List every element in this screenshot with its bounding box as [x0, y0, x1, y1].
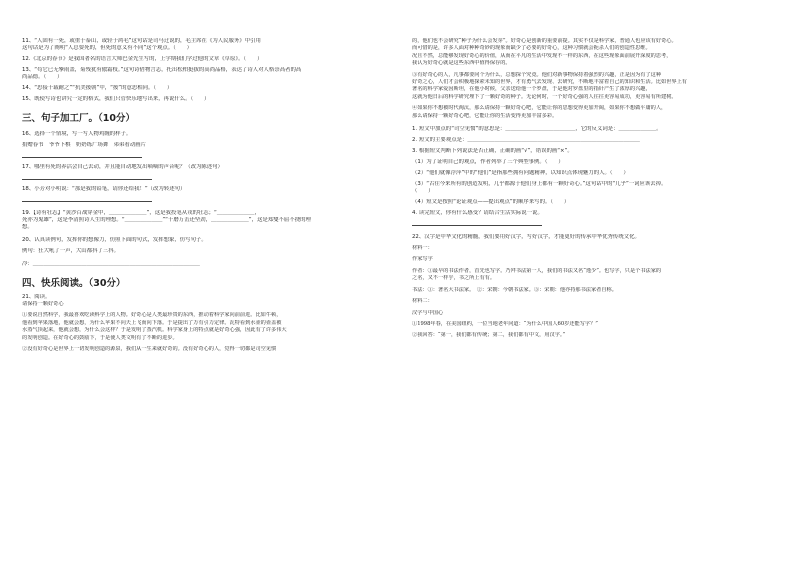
question-13: 13、“苟它已无擎雨盖，菊残犹有傲霜枝。”这句诗借物言志，托出松柏挺拔的高尚品格，表达了诗人对人格崇高者的高 — [22, 67, 302, 73]
passage-paragraph: 那么请保持一颗好奇心吧，它能让你的生活变得更加丰富多彩。 — [412, 112, 558, 119]
judgement-item-3-bracket[interactable]: （ ） — [412, 188, 434, 195]
passage-paragraph: ④如果你不想被时代淘汰，那么请保持一颗好奇心吧，它能让你的思想变得更加开阔，如果你不想做平庸的人， — [412, 105, 667, 112]
question-20-example: 例句：狂大吼了一声，大山都抖了三抖。 — [22, 248, 120, 254]
section-four-heading: 四、快乐阅读。（30分） — [22, 278, 126, 289]
question-11-cont: 这句话是为了阐明“人总要死的，但死的意义有不同”这个观点。（ ） — [22, 45, 192, 51]
judgement-item-4[interactable]: （4）短文是按照“论证观点——提出观点”的顺序来写的。（ ） — [412, 199, 570, 206]
question-14: 14、“思接千载耐之”“抗美援朝”中，“援”的意思相同。（ ） — [22, 85, 173, 91]
question-19-cont: 死亦为鬼雄”，这是李清照诗人生的理想。“＿＿＿＿＿＿＿”“千磨万击还坚劲，＿＿＿＿＿＿＿”，这是郑燮不屈不挠的理 — [22, 217, 311, 223]
passage-paragraph: ②没有好奇心是世界上一切发明创造的源泉，我们从一生来就好奇的。没有好奇心的人，觉得一切都是司空见惯 — [22, 346, 277, 353]
passage-paragraph: 著名的科学家爱因斯坦，在他小时候，父亲送给他一个罗盘，于是他对罗盘里的指针产生了浓厚的兴趣， — [412, 86, 651, 93]
passage-paragraph: 水蒸气顶起来，他就会想，为什么会这样？于是发明了蒸汽机。科学家身上的特点就是好奇心强，因此有了许多伟大 — [22, 327, 287, 334]
question-22: 22、汉字是中华文化的精髓，我们要用好汉字，写好汉字，才能更好的传承中华优秀传统文化。 — [412, 234, 640, 241]
answer-line[interactable] — [22, 171, 152, 180]
section-three-heading: 三、句子加工厂。（10分） — [22, 113, 135, 124]
material-title: 作家写字 — [412, 256, 433, 263]
answer-line[interactable] — [412, 217, 542, 226]
judgement-item-2[interactable]: （2）“他们就像浮萍”中的“他们”是指那些拥有问题精神，以知识点体现魅力的人。（ ） — [412, 170, 629, 177]
material-paragraph: 作者：①最早的书法作者，首先也写字。乃拜书法第一人，我们的书法又名“逸少”。也写字，只是个书法家的 — [412, 267, 662, 274]
answer-line[interactable] — [22, 149, 142, 158]
reading-question-3: 3. 根据短文判断下列说法是否正确，正确的画“√”，错误的画“×”。 — [412, 148, 573, 155]
passage-paragraph: 的发明创造。在好奇心的鼓励下，于是使人类文明有了不断的进步。 — [22, 334, 178, 341]
passage-paragraph: ①要说自然科学，我最喜欢吃读科学上的人物。好奇心是人类最珍贵的东西，推动着科学家向前前进。比如牛顿， — [22, 312, 282, 319]
material-label: 材料一： — [412, 245, 433, 252]
question-13-cont: 尚品德。（ ） — [22, 74, 63, 80]
passage-paragraph: ③有好奇心的人，凡事都要问个为什么，总想探个究竟。他们对新事物保持着强烈的兴趣，正是因为有了这种 — [412, 71, 662, 78]
answer-line[interactable] — [22, 193, 152, 202]
right-column — [412, 38, 780, 340]
passage-paragraph: 的，他们也不会研究“种子为什么会发芽”。好奇心是创新的重要前提。其实不仅是科学家，普通人也应该有好奇心。 — [412, 38, 677, 44]
question-20-answer[interactable]: 冷：＿＿＿＿＿＿＿＿＿＿＿＿＿＿＿＿＿＿＿＿＿＿＿＿＿＿＿＿＿＿＿ — [22, 261, 200, 267]
material-title: 汉字与中国心 — [412, 309, 444, 316]
question-15: 15、既使写诗也讲究一定的格式，我们只管快乐地写出来，再说什么。（ ） — [22, 96, 210, 102]
passage-paragraph: 我认为好奇心就是这些东西中值得保存的。 — [412, 60, 511, 67]
question-16-options: 捐赠春书 爷爷下棋 奶奶练广场舞 弟弟看动画片 — [22, 142, 146, 148]
question-18: 18、小芳对小明说：“那是我的铅笔，请你还给我！”（改为转述句） — [22, 186, 186, 192]
reading-question-4: 4. 读完短文，你有什么感受？请结合生活实际说一说。 — [412, 210, 543, 217]
material-paragraph: ①1998年春，在美国纽约，一位当地老年问道：“为什么中国人60岁还能写字？” — [412, 320, 598, 327]
material-paragraph: ②我回答：“第一，我们都有传统；第二，我们都有中文，用汉字。” — [412, 332, 566, 339]
passage-paragraph: 这就为他日后的科学研究埋下了一颗好奇的种子。无论何时，一个好奇心强的人往往更容易成功，更容易有所建树。 — [412, 93, 677, 100]
passage-paragraph: 而可惜的是，许多人面对种种奇妙的现象而缺少了必要的好奇心，这种习惯就会扼杀人们的创造性思维。 — [412, 45, 651, 52]
question-12: 12.《北京的春节》是我国著名的语言大师巴金先生写的，上学期我们学过他的文章《草原》。（ ） — [22, 56, 263, 62]
material-paragraph: 书法：①：著名大书法家。 ②：宋朝：今朝书法家。③：宋朝：他亦持那书法家者自称。 — [412, 286, 617, 293]
question-19-end: 想。 — [22, 224, 33, 230]
left-column — [22, 38, 388, 353]
reading-question-1[interactable]: 1. 短文中加点的“司空见惯”的意思是：＿＿＿＿＿＿＿＿＿＿＿＿＿，它的反义词是：＿＿＿＿＿＿＿。 — [412, 126, 662, 133]
passage-paragraph: 况且不然，总能够发现好奇心的价值，从而在平凡的生活中发现不一样的东西，在这些现象面前展开深度的思考， — [412, 52, 672, 59]
question-16: 16、选择一个情境，写一写人物鸡缠的样子。 — [22, 131, 132, 137]
passage-title: 请保持一颗好奇心 — [22, 301, 64, 307]
material-paragraph: 之名，又不一样乎，书之所上有有。 — [412, 275, 496, 282]
passage-paragraph: 他看到苹果落地，他就会想，为什么苹果不向天上飞而向下落。于是提出了万有引力定律。瓦特看到水壶的壶盖被 — [22, 319, 282, 326]
judgement-item-3[interactable]: （3）“古往今来所有的创造发明，几乎都源于他们身上都有一颗好奇心。”这句话中的“几乎”一词应该去掉。 — [412, 181, 667, 188]
question-11: 11、“人固有一死，或重于泰山，或轻于鸿毛”这句话是司马迁说的，毛主席在《为人民服务》中引用 — [22, 38, 261, 44]
question-21: 21、阅读。 — [22, 294, 51, 300]
reading-question-2[interactable]: 2. 短文的主要观点是：＿＿＿＿＿＿＿＿＿＿＿＿＿＿＿＿＿＿＿＿＿＿＿＿＿＿＿＿＿＿＿＿ — [412, 137, 640, 144]
question-19: 19.【诗有壮志】“黄沙百战穿金甲，＿＿＿＿＿＿＿”，这是我投笔从戎的壮志；“＿＿＿＿＿＿＿， — [22, 210, 260, 216]
judgement-item-1[interactable]: （1）为了证明自己的观点，作者列举了三个典型事例。（ ） — [412, 159, 564, 166]
question-17: 17、哪里有死的养活会自己去动，并且能自动地发出嘀嘀的声音呢？（改为陈述句） — [22, 164, 223, 170]
passage-paragraph: 好奇之心，人们才会积极地探索未知的世界，才有勇气去发现、去研究，不断地丰富着自己的知识和生活。比如世界上有 — [412, 79, 687, 86]
material-label: 材料二： — [412, 298, 433, 305]
question-20: 20、认真读例句，发挥你的想像力，仿照下面的句式，发挥想象，仿写句子。 — [22, 237, 207, 243]
